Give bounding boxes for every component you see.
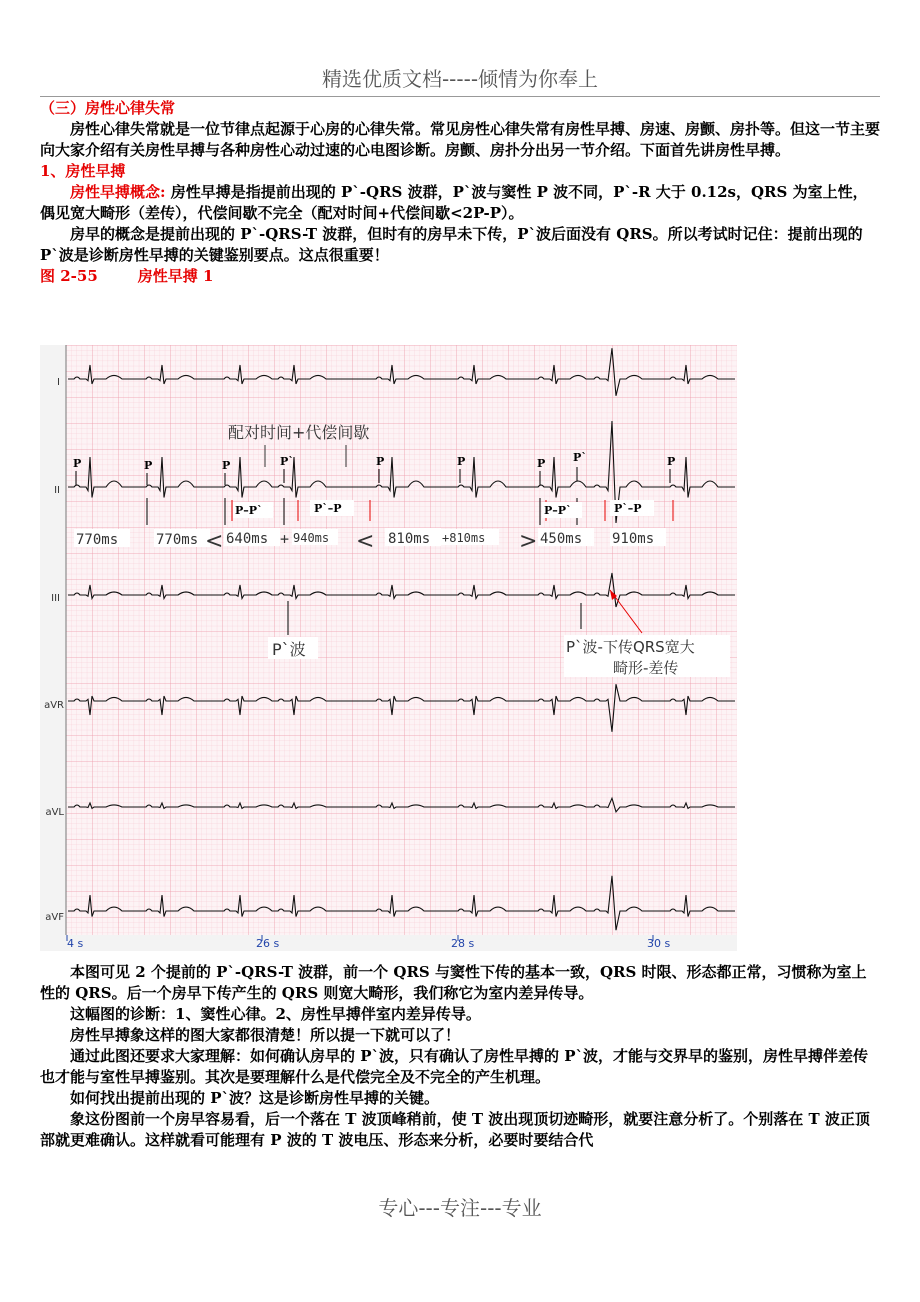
concept-paragraph bbox=[40, 182, 880, 224]
p-prime-label: P` bbox=[280, 455, 294, 468]
time-label-1: 26 s bbox=[256, 937, 280, 950]
p-label: P bbox=[457, 455, 466, 468]
p-label: P bbox=[376, 455, 385, 468]
interval-label: P`–P bbox=[314, 502, 342, 515]
page-footer bbox=[0, 1192, 920, 1221]
ecg-chart bbox=[40, 345, 737, 951]
p-wave-label: P`波 bbox=[272, 640, 306, 659]
header-text: 精选优质文档-----倾情为你奉上 bbox=[321, 67, 599, 91]
aberrant-label-line1: P`波-下传QRS宽大 bbox=[566, 638, 695, 656]
svg-text:<: < bbox=[356, 529, 375, 554]
page-header bbox=[40, 62, 880, 97]
lead-label-I: I bbox=[57, 377, 60, 388]
ms-value: 940ms bbox=[293, 531, 330, 545]
article-bottom bbox=[40, 962, 880, 1151]
paragraph: 房性早搏象这样的图大家都很清楚！所以提一下就可以了！ bbox=[70, 1026, 461, 1044]
figure-title: 房性早搏 1 bbox=[137, 267, 214, 285]
ms-value: 770ms bbox=[156, 532, 199, 548]
interval-label: P–P` bbox=[235, 504, 263, 517]
svg-text:<: < bbox=[205, 529, 224, 554]
p-label: P bbox=[667, 455, 676, 468]
subsection-title: 1、房性早搏 bbox=[40, 162, 126, 180]
time-label-3: 30 s bbox=[647, 937, 671, 950]
p-label: P bbox=[222, 459, 231, 472]
figure-number: 图 2-55 bbox=[40, 267, 98, 285]
paragraph: 这幅图的诊断：1、窦性心律。2、房性早搏伴室内差异传导。 bbox=[70, 1005, 481, 1023]
lead-label-II: II bbox=[54, 485, 60, 496]
article-top bbox=[40, 98, 880, 287]
svg-text:>: > bbox=[519, 529, 538, 554]
figure-caption bbox=[40, 266, 880, 287]
paragraph: 通过此图还要求大家理解：如何确认房早的 P`波，只有确认了房性早搏的 P`波，才能与交界早的鉴别，房性早搏伴差传也才能与室性早搏鉴别。其次是要理解什么是代偿完全及不完全的产生机理。 bbox=[40, 1047, 869, 1086]
time-label-0: 4 s bbox=[67, 937, 84, 950]
time-axis-bar bbox=[40, 935, 737, 951]
lead-label-III: III bbox=[51, 593, 60, 604]
paragraph: 如何找出提前出现的 P`波？这是诊断房性早搏的关键。 bbox=[70, 1089, 440, 1107]
p-label: P bbox=[144, 459, 153, 472]
concept-text: 房性早搏是指提前出现的 P`-QRS 波群，P`波与窦性 P 波不同，P`-R 大于 0.12s，QRS 为室上性，偶见宽大畸形（差传），代偿间歇不完全（配对时间+代偿间歇<2P-P）。 bbox=[40, 183, 868, 222]
paragraph: 象这份图前一个房早容易看，后一个落在 T 波顶峰稍前，使 T 波出现顶切迹畸形，就要注意分析了。个别落在 T 波正顶部就更难确认。这样就看可能理有 P 波的 T 波电压、形态来分析，必要时要结合代 bbox=[40, 1110, 870, 1149]
lead-gutter bbox=[40, 345, 66, 951]
time-label-2: 28 s bbox=[451, 937, 475, 950]
ms-value: 770ms bbox=[76, 532, 119, 548]
lead-label-aVL: aVL bbox=[45, 807, 64, 818]
section-title: （三）房性心律失常 bbox=[40, 99, 176, 117]
ms-value: + bbox=[280, 530, 290, 548]
intro-paragraph: 房性心律失常就是一位节律点起源于心房的心律失常。常见房性心律失常有房性早搏、房速、房颤、房扑等。但这一节主要向大家介绍有关房性早搏与各种房性心动过速的心电图诊断。房颤、房扑分出另一节介绍。下面首先讲房性早搏。 bbox=[40, 120, 881, 159]
ms-value: 810ms bbox=[388, 531, 431, 547]
aberrant-label-line2: 畸形-差传 bbox=[613, 659, 679, 677]
p-prime-label: P` bbox=[573, 451, 587, 464]
interval-label: P–P` bbox=[544, 504, 572, 517]
footer-text: 专心---专注---专业 bbox=[378, 1196, 542, 1220]
ms-value: 910ms bbox=[612, 531, 655, 547]
ms-value: 450ms bbox=[540, 531, 583, 547]
ms-value: +810ms bbox=[442, 531, 486, 545]
p-label: P bbox=[537, 457, 546, 470]
interval-label: P`–P bbox=[614, 502, 642, 515]
p-label: P bbox=[73, 457, 82, 470]
paragraph: 本图可见 2 个提前的 P`-QRS-T 波群，前一个 QRS 与窦性下传的基本一致，QRS 时限、形态都正常，习惯称为室上性的 QRS。后一个房早下传产生的 QRS 则宽大畸形，我们称它为室内差异传导。 bbox=[40, 963, 867, 1002]
concept-label: 房性早搏概念: bbox=[70, 183, 166, 201]
ms-value: 640ms bbox=[226, 531, 269, 547]
exam-paragraph: 房早的概念是提前出现的 P`-QRS-T 波群，但时有的房早未下传，P`波后面没有 QRS。所以考试时记住：提前出现的 P`波是诊断房性早搏的关键鉴别要点。这点很重要！ bbox=[40, 225, 863, 264]
pairing-label: 配对时间+代偿间歇 bbox=[228, 423, 370, 442]
ecg-figure bbox=[40, 345, 737, 951]
lead-label-aVF: aVF bbox=[45, 912, 64, 923]
lead-label-aVR: aVR bbox=[44, 700, 64, 711]
